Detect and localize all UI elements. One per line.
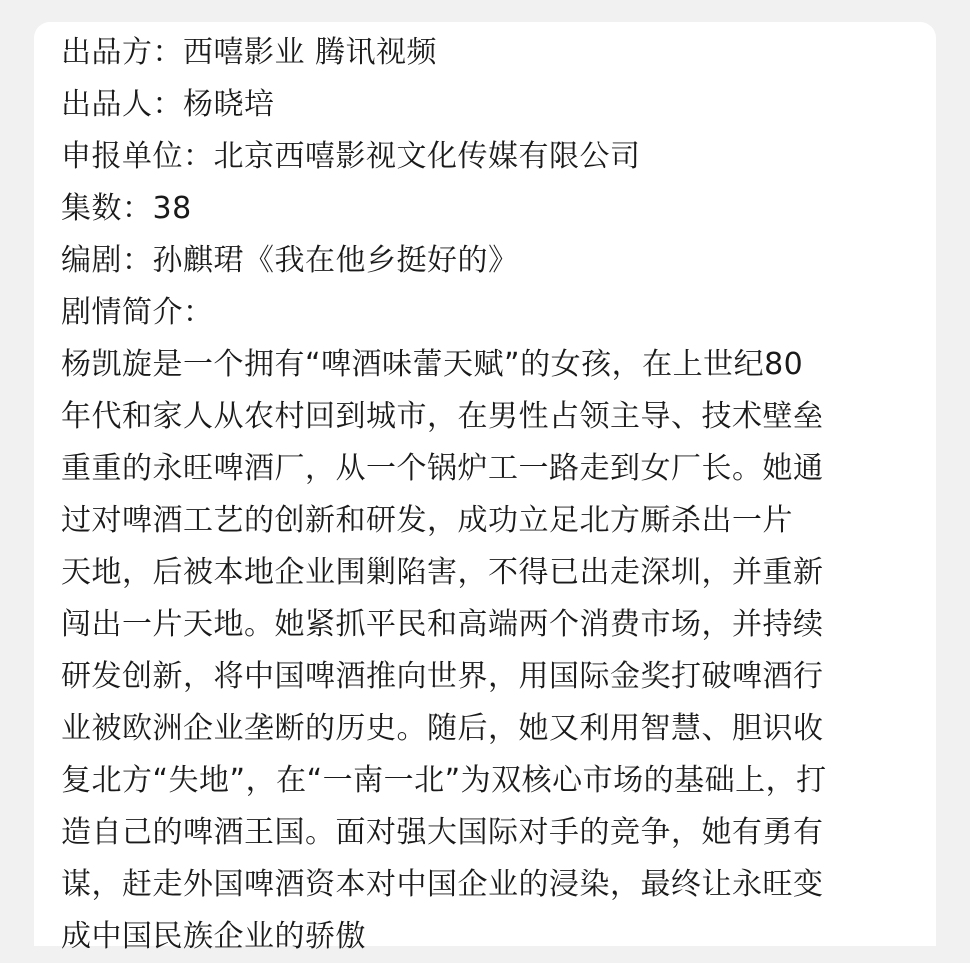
synopsis-line: 成中国民族企业的骄傲: [61, 919, 366, 954]
synopsis-line: 天地，后被本地企业围剿陷害，不得已出走深圳，并重新: [61, 555, 824, 590]
producers-line: 出品方：西嘻影业 腾讯视频: [61, 35, 438, 70]
producer-person-line: 出品人：杨晓培: [61, 87, 275, 122]
synopsis-line: 过对啤酒工艺的创新和研发，成功立足北方厮杀出一片: [61, 503, 793, 538]
synopsis-line: 业被欧洲企业垄断的历史。随后，她又利用智慧、胆识收: [61, 711, 824, 746]
synopsis-line: 研发创新，将中国啤酒推向世界，用国际金奖打破啤酒行: [61, 659, 824, 694]
synopsis-line: 造自己的啤酒王国。面对强大国际对手的竞争，她有勇有: [61, 815, 824, 850]
episodes-line: 集数：38: [61, 191, 192, 226]
synopsis-line: 闯出一片天地。她紧抓平民和高端两个消费市场，并持续: [61, 607, 824, 642]
screenwriter-line: 编剧：孙麒珺《我在他乡挺好的》: [61, 243, 519, 278]
synopsis-line: 杨凯旋是一个拥有“啤酒味蕾天赋”的女孩，在上世纪80: [61, 347, 804, 382]
synopsis-heading: 剧情简介：: [61, 295, 214, 330]
synopsis-line: 年代和家人从农村回到城市，在男性占领主导、技术壁垒: [61, 399, 824, 434]
synopsis-line: 复北方“失地”，在“一南一北”为双核心市场的基础上，打: [61, 763, 827, 798]
declaring-unit-line: 申报单位：北京西嘻影视文化传媒有限公司: [61, 139, 641, 174]
synopsis-line: 谋，赶走外国啤酒资本对中国企业的浸染，最终让永旺变: [61, 867, 824, 902]
document-text: [61, 27, 921, 963]
synopsis-line: 重重的永旺啤酒厂，从一个锅炉工一路走到女厂长。她通: [61, 451, 824, 486]
